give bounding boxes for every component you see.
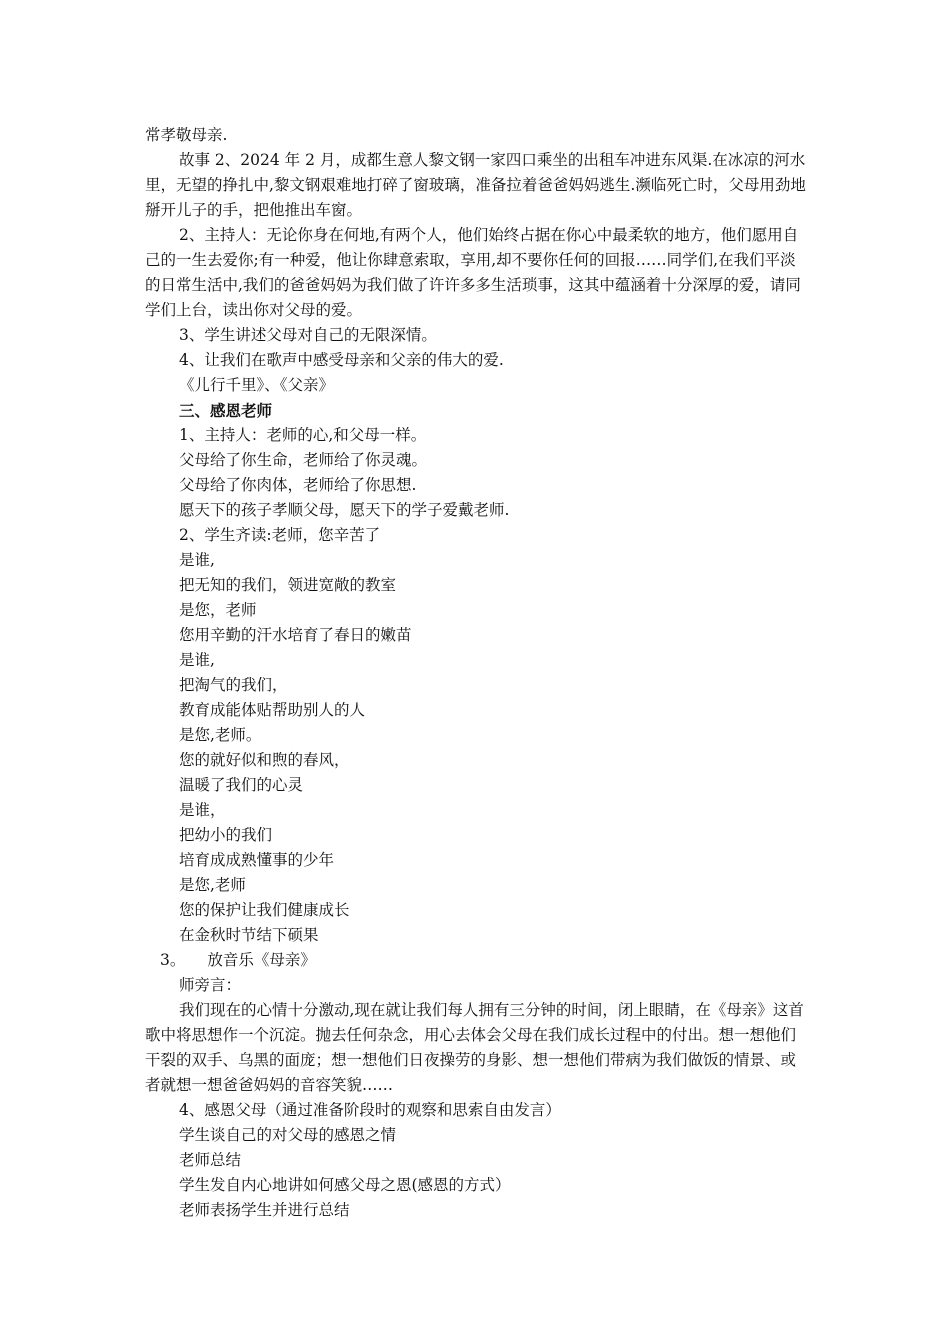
line-music bbox=[160, 948, 316, 973]
line-teacher-praise: 老师表扬学生并进行总结 bbox=[179, 1201, 350, 1219]
line-narration-label: 师旁言： bbox=[179, 976, 242, 994]
line-thank-parents: 4、感恩父母（通过准备阶段时的观察和思索自由发言） bbox=[179, 1101, 561, 1119]
line-parents-body: 父母给了你肉体，老师给了你思想. bbox=[179, 476, 417, 494]
line-parents-life: 父母给了你生命，老师给了你灵魂。 bbox=[179, 451, 428, 469]
poem-line: 是谁, bbox=[179, 551, 215, 569]
poem-line: 您用辛勤的汗水培育了春日的嫩苗 bbox=[179, 626, 412, 644]
line-recitation-title: 2、学生齐读:老师，您辛苦了 bbox=[179, 526, 381, 544]
poem-line: 您的就好似和煦的春风， bbox=[179, 751, 350, 769]
line-host-1: 1、主持人：老师的心,和父母一样。 bbox=[179, 426, 427, 444]
paragraph-story-2: 故事 2、2024 年 2 月，成都生意人黎文钢一家四口乘坐的出租车冲进东风渠.在冰凉的河水里，无望的挣扎中,黎文钢艰难地打碎了窗玻璃，准备拉着爸爸妈妈逃生.濒临死亡时，父母用劲地掰开儿子的手，把他推出车窗。 bbox=[145, 151, 806, 219]
list-number: 3。 bbox=[160, 951, 186, 969]
poem-line: 是谁， bbox=[179, 801, 226, 819]
line-item-3: 3、学生讲述父母对自己的无限深情。 bbox=[179, 326, 437, 344]
line-students-talk: 学生谈自己的对父母的感恩之情 bbox=[179, 1126, 397, 1144]
poem-line: 把幼小的我们 bbox=[179, 826, 273, 844]
line-teacher-summary: 老师总结 bbox=[179, 1151, 242, 1169]
paragraph-narration: 我们现在的心情十分激动,现在就让我们每人拥有三分钟的时间，闭上眼睛，在《母亲》这首歌中将思想作一个沉淀。抛去任何杂念，用心去体会父母在我们成长过程中的付出。想一想他们干裂的双手、乌黑的面庞；想一想他们日夜操劳的身影、想一想他们带病为我们做饭的情景、或者就想一想爸爸妈妈的音容笑貌…… bbox=[145, 1001, 804, 1094]
poem-line: 把淘气的我们， bbox=[179, 676, 288, 694]
poem-line: 是您,老师。 bbox=[179, 726, 262, 744]
poem-line: 在金秋时节结下硕果 bbox=[179, 926, 319, 944]
poem-line: 是您,老师 bbox=[179, 876, 246, 894]
section-heading: 三、感恩老师 bbox=[179, 401, 273, 420]
poem-line: 是谁, bbox=[179, 651, 215, 669]
poem-line: 把无知的我们，领进宽敞的教室 bbox=[179, 576, 397, 594]
music-text: 放音乐《母亲》 bbox=[207, 951, 316, 969]
poem-line: 您的保护让我们健康成长 bbox=[179, 901, 350, 919]
poem-line: 教育成能体贴帮助别人的人 bbox=[179, 701, 366, 719]
song-titles: 《儿行千里》、《父亲》 bbox=[179, 376, 335, 394]
line-students-speak: 学生发自内心地讲如何感父母之恩(感恩的方式） bbox=[179, 1176, 511, 1194]
line-wish: 愿天下的孩子孝顺父母，愿天下的学子爱戴老师. bbox=[179, 501, 510, 519]
paragraph-host-2: 2、主持人：无论你身在何地,有两个人，他们始终占据在你心中最柔软的地方，他们愿用自己的一生去爱你;有一种爱，他让你肆意索取，享用,却不要你任何的回报……同学们,在我们平淡的日常生活中,我们的爸爸妈妈为我们做了许许多多生活琐事，这其中蕴涵着十分深厚的爱，请同学们上台，读出你对父母的爱。 bbox=[145, 226, 801, 319]
poem-line: 是您，老师 bbox=[179, 601, 257, 619]
paragraph-continuation: 常孝敬母亲. bbox=[145, 126, 228, 144]
poem-line: 培育成成熟懂事的少年 bbox=[179, 851, 335, 869]
line-item-4: 4、让我们在歌声中感受母亲和父亲的伟大的爱. bbox=[179, 351, 504, 369]
poem-line: 温暖了我们的心灵 bbox=[179, 776, 304, 794]
